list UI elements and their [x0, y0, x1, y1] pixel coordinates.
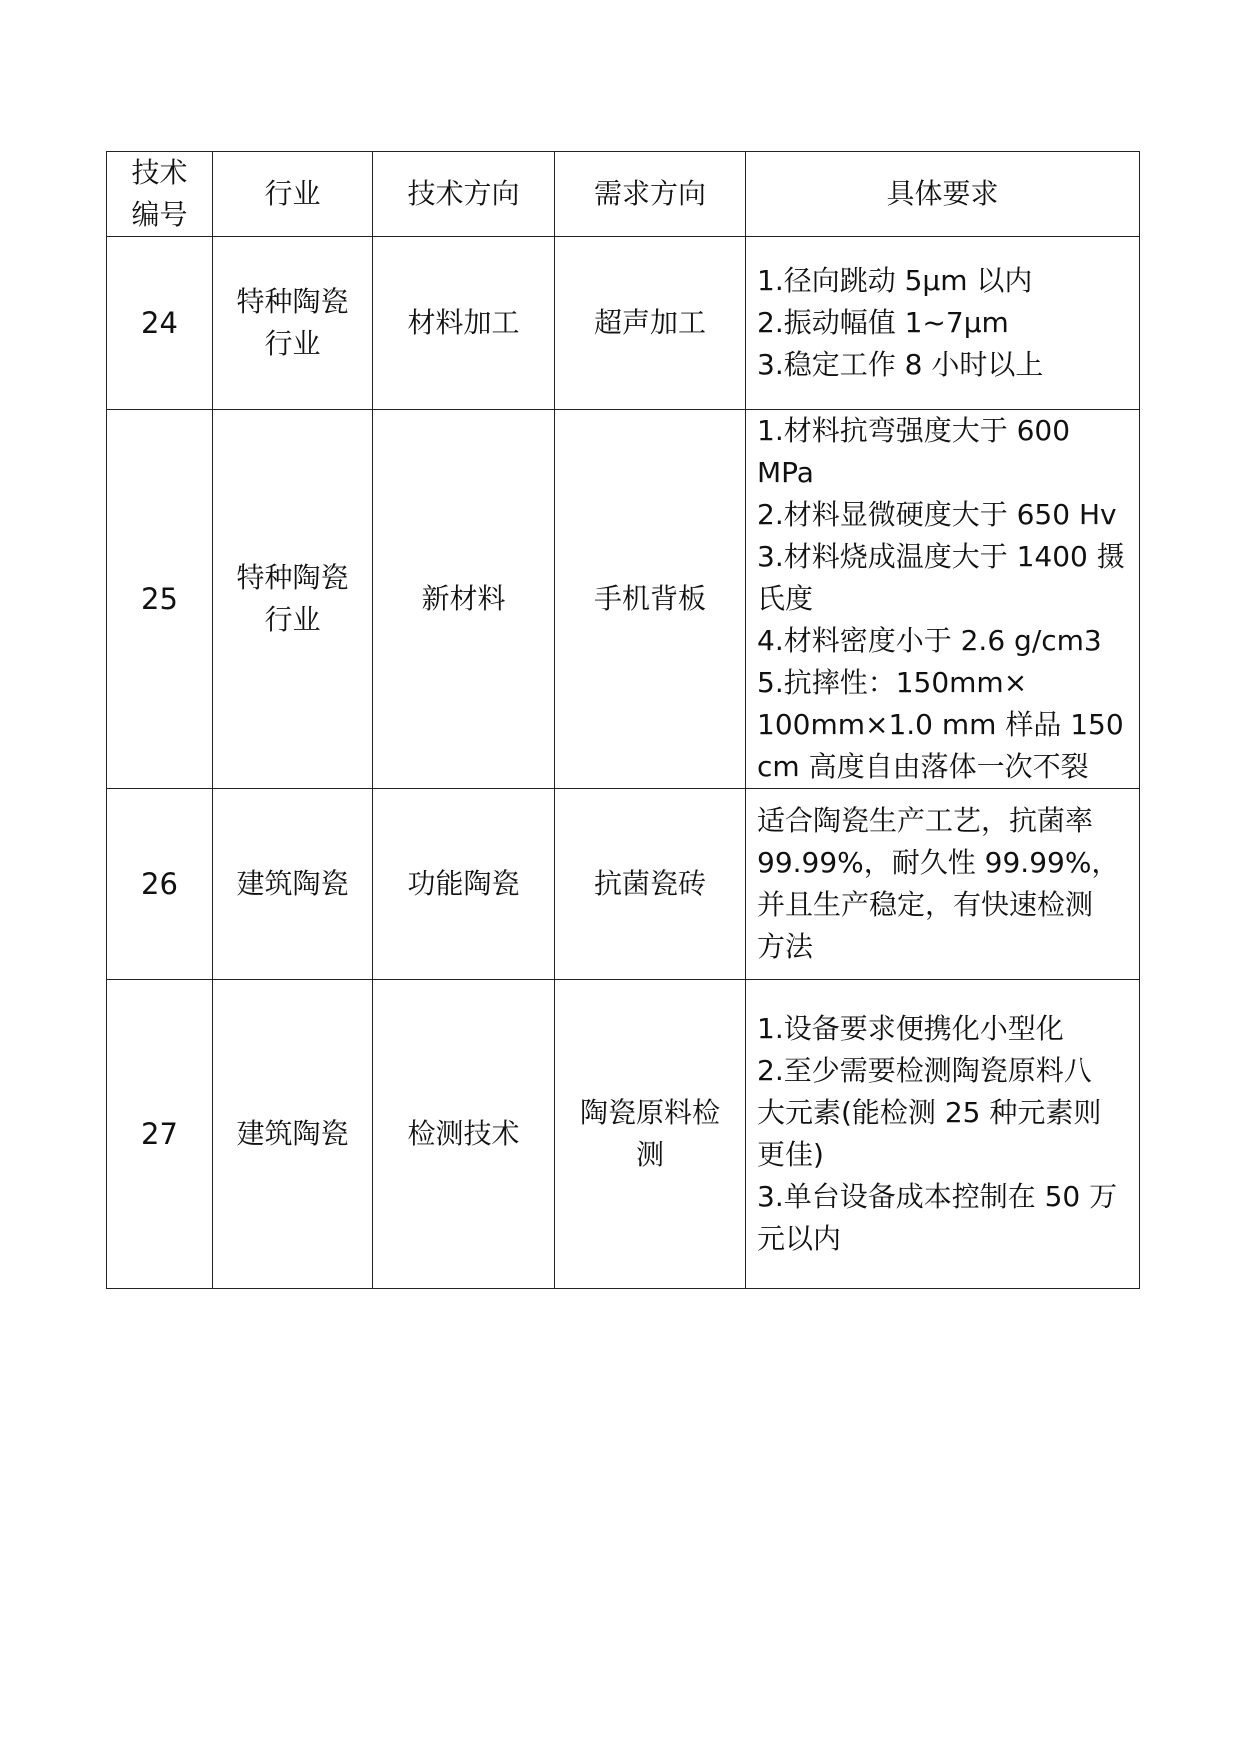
cell-tech-no: 25 — [107, 410, 213, 789]
requirement-line: 100mm×1.0 mm 样品 150 — [757, 708, 1124, 741]
requirement-line: 更佳) — [757, 1138, 824, 1171]
cell-industry — [213, 980, 373, 1289]
requirement-line: cm 高度自由落体一次不裂 — [757, 750, 1089, 783]
table-row — [107, 410, 1140, 789]
requirement-line: 1.设备要求便携化小型化 — [757, 1012, 1064, 1045]
header-demand-direction: 需求方向 — [555, 152, 746, 237]
cell-industry — [213, 789, 373, 980]
cell-requirements — [746, 789, 1140, 980]
requirement-line: 1.径向跳动 5μm 以内 — [757, 264, 1033, 297]
header-tech-no-line: 技术 — [131, 156, 188, 189]
header-requirements: 具体要求 — [746, 152, 1140, 237]
requirement-line: 2.材料显微硬度大于 650 Hv — [757, 498, 1117, 531]
header-tech-no — [107, 152, 213, 237]
cell-line: 超声加工 — [593, 306, 706, 339]
requirement-line: 5.抗摔性：150mm× — [757, 666, 1028, 699]
cell-tech-no: 26 — [107, 789, 213, 980]
table-header-row — [107, 152, 1140, 237]
cell-line: 建筑陶瓷 — [236, 1117, 349, 1150]
header-tech-no-line: 编号 — [131, 198, 188, 231]
requirement-line: 4.材料密度小于 2.6 g/cm3 — [757, 624, 1102, 657]
cell-tech-direction: 新材料 — [373, 410, 555, 789]
requirement-line: 适合陶瓷生产工艺，抗菌率 — [757, 804, 1094, 837]
cell-line: 陶瓷原料检 — [579, 1096, 720, 1129]
cell-tech-no: 24 — [107, 237, 213, 410]
requirement-line: 氏度 — [757, 582, 814, 615]
cell-line: 行业 — [264, 327, 321, 360]
requirements-table — [106, 151, 1140, 1289]
cell-tech-direction: 功能陶瓷 — [373, 789, 555, 980]
requirement-line: 大元素(能检测 25 种元素则 — [757, 1096, 1102, 1129]
requirement-line: 2.至少需要检测陶瓷原料八 — [757, 1054, 1092, 1087]
cell-tech-no: 27 — [107, 980, 213, 1289]
requirement-line: 3.稳定工作 8 小时以上 — [757, 348, 1044, 381]
cell-line: 测 — [635, 1138, 664, 1171]
requirement-line: 3.材料烧成温度大于 1400 摄 — [757, 540, 1125, 573]
requirement-line: 方法 — [757, 930, 814, 963]
cell-requirements — [746, 410, 1140, 789]
cell-industry — [213, 410, 373, 789]
requirement-line: 并且生产稳定，有快速检测 — [757, 888, 1094, 921]
requirement-line: 元以内 — [757, 1222, 842, 1255]
cell-line: 特种陶瓷 — [236, 285, 349, 318]
cell-line: 抗菌瓷砖 — [593, 867, 706, 900]
cell-line: 手机背板 — [593, 582, 706, 615]
requirement-line: MPa — [757, 456, 814, 489]
cell-demand-direction — [555, 980, 746, 1289]
cell-tech-direction: 材料加工 — [373, 237, 555, 410]
header-tech-direction: 技术方向 — [373, 152, 555, 237]
table-row — [107, 980, 1140, 1289]
cell-demand-direction — [555, 237, 746, 410]
cell-industry — [213, 237, 373, 410]
cell-tech-direction: 检测技术 — [373, 980, 555, 1289]
cell-demand-direction — [555, 789, 746, 980]
requirement-line: 1.材料抗弯强度大于 600 — [757, 414, 1071, 447]
cell-requirements — [746, 980, 1140, 1289]
requirement-line: 2.振动幅值 1~7μm — [757, 306, 1009, 339]
cell-requirements — [746, 237, 1140, 410]
cell-line: 行业 — [264, 603, 321, 636]
requirement-line: 99.99%，耐久性 99.99%， — [757, 846, 1120, 879]
cell-line: 特种陶瓷 — [236, 561, 349, 594]
header-industry: 行业 — [213, 152, 373, 237]
cell-demand-direction — [555, 410, 746, 789]
requirement-line: 3.单台设备成本控制在 50 万 — [757, 1180, 1118, 1213]
cell-line: 建筑陶瓷 — [236, 867, 349, 900]
table-row — [107, 789, 1140, 980]
table-row — [107, 237, 1140, 410]
